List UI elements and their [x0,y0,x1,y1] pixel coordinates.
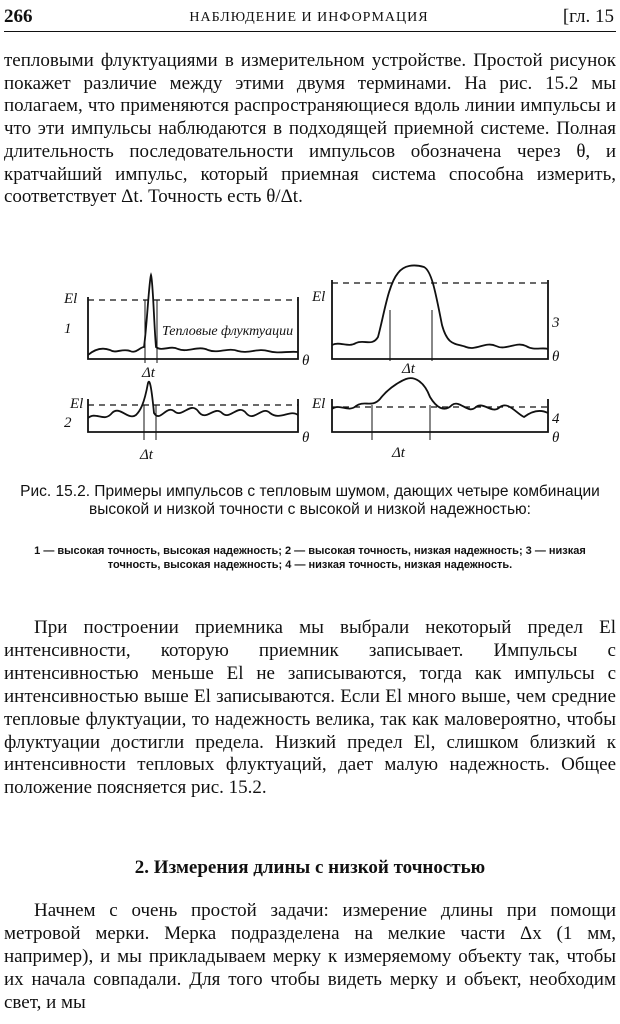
section-title: 2. Измерения длины с низкой точностью [134,857,486,878]
noise-label: Тепловые флуктуации [162,324,294,339]
panel-3-theta-label: θ [552,349,560,365]
panel-1-threshold-label: El [64,291,78,307]
panel-4-dt-line [372,405,430,440]
panel-1-dt-label: Δt [142,365,155,381]
panel-3-dt-label: Δt [402,361,415,377]
panel-4-pulse [332,378,548,417]
panel-4-number: 4 [552,411,560,427]
panel-1-number: 1 [64,321,72,337]
body-paragraph-2: При построении приемника мы выбрали некоторый предел El интенсивности, которую приемник записывает. Импульсы с интенсивностью меньше El не записываются, тогда как импульсы с интенсивностью выше El записываются. Если El много выше, чем средние тепловые флуктуации, то надежность велика, так как маловероятно, чтобы флуктуации достигли предела. Низкий предел El, слишком близкий к интенсивности тепловых флуктуаций, дает малую надежность. Общее положение поясняется рис. 15.2. [4,617,616,799]
panel-3-number: 3 [552,315,560,331]
figure-legend: 1 — высокая точность, высокая надежность; 2 — высокая точность, низкая надежность; 3 — низкая точность, высокая надежность; 4 — низкая точность, низкая надежность. [34,545,586,571]
figure-15-2 [0,255,620,480]
panel-1-theta-label: θ [302,353,310,369]
panel-4-dt-label: Δt [392,445,405,461]
panel-2-axis [88,399,298,432]
figure-caption: Рис. 15.2. Примеры импульсов с тепловым шумом, дающих четыре комбинации высокой и низкой точности с высокой и низкой надежностью: [20,483,600,518]
pulse-diagrams [0,255,620,480]
panel-2-number: 2 [64,415,72,431]
page-number: 266 [4,6,33,27]
panel-2-pulse [88,382,298,418]
panel-1-pulse [88,275,298,355]
chapter-label: [гл. 15 [562,6,614,27]
panel-2-dt-label: Δt [140,447,153,463]
running-header [4,6,614,30]
body-paragraph-3: Начнем с очень простой задачи: измерение длины при помощи метровой мерки. Мерка подразделена на мелкие части Δx (1 мм, например), и мы прикладываем мерку к измеряемому объекту так, чтобы их начала совпадали. Для того чтобы видеть мерку и объект, необходим свет, и мы [4,900,616,1013]
header-rule [4,31,616,32]
panel-4-theta-label: θ [552,430,560,446]
panel-3-dt-line [390,310,432,361]
panel-3-threshold-label: El [312,289,326,305]
panel-3-pulse [332,265,548,349]
panel-2-theta-label: θ [302,430,310,446]
panel-4-threshold-label: El [312,396,326,412]
panel-2-threshold-label: El [70,396,84,412]
body-paragraph-1: тепловыми флуктуациями в измерительном устройстве. Простой рисунок покажет различие между этими двумя терминами. На рис. 15.2 мы полагаем, что применяются распространяющиеся вдоль линии импульсы и что эти импульсы наблюдаются в подходящей приемной системе. Полная длительность последовательности импульсов обозначена через θ, и кратчайший импульс, который приемная система способна измерить, соответствует Δt. Точность есть θ/Δt. [4,50,616,208]
running-title: НАБЛЮДЕНИЕ И ИНФОРМАЦИЯ [189,10,429,25]
